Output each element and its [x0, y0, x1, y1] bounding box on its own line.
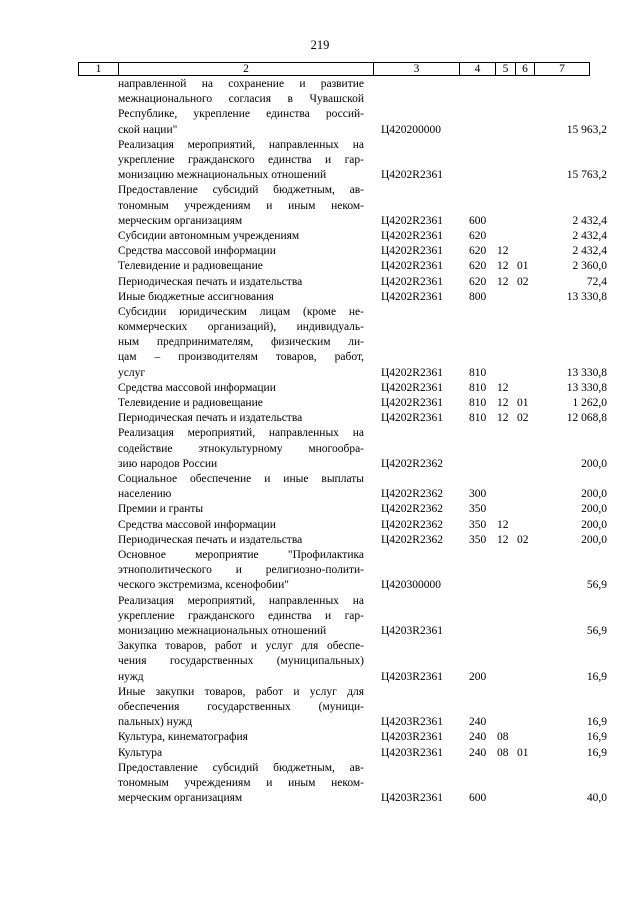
row-name-line: Субсидии юридическим лицам (кроме не- [118, 305, 364, 318]
row-expense-type: 240 [469, 731, 487, 744]
table-row [0, 746, 640, 761]
row-name-line: Периодическая печать и издательства [118, 533, 303, 546]
row-subsection: 02 [517, 412, 529, 425]
row-name-line: Реализация мероприятий, направленных на [118, 427, 364, 440]
row-expense-type: 620 [469, 275, 487, 288]
row-name-line: Периодическая печать и издательства [118, 275, 303, 288]
row-name-line: мерческим организациям [118, 792, 243, 805]
row-sum: 1 262,0 [572, 397, 607, 410]
row-name [118, 518, 364, 533]
row-sum: 200,0 [581, 503, 607, 516]
row-name-line: Культура [118, 746, 163, 759]
row-expense-type: 810 [469, 412, 487, 425]
row-expense-type: 240 [469, 716, 487, 729]
row-name-line: Реализация мероприятий, направленных на [118, 138, 364, 151]
row-sum: 16,9 [586, 731, 607, 744]
row-code: Ц4202R2361 [381, 366, 443, 379]
row-name [118, 761, 364, 807]
row-name-line: цам – производителям товаров, работ, [118, 351, 364, 364]
row-sum: 16,9 [586, 716, 607, 729]
row-code: Ц4202R2362 [381, 533, 443, 546]
table-row [0, 594, 640, 640]
table-row [0, 426, 640, 472]
row-name-line: Предоставление субсидий бюджетным, ав- [118, 761, 364, 774]
table-row [0, 77, 640, 138]
row-expense-type: 600 [469, 214, 487, 227]
row-name-line: содействие этнокультурному многообра- [118, 442, 364, 455]
table-row [0, 396, 640, 411]
row-sum: 13 330,8 [566, 290, 607, 303]
row-section: 12 [497, 412, 509, 425]
row-name [118, 533, 364, 548]
row-code: Ц4202R2361 [381, 290, 443, 303]
header-col-1: 1 [79, 63, 119, 75]
table-row [0, 229, 640, 244]
row-name-line: монизацию межнациональных отношений [118, 169, 327, 182]
row-expense-type: 620 [469, 245, 487, 258]
row-expense-type: 620 [469, 260, 487, 273]
row-name [118, 229, 364, 244]
row-name-line: Субсидии автономным учреждениям [118, 229, 300, 242]
row-name [118, 138, 364, 184]
table-row [0, 548, 640, 594]
row-name-line: укрепление гражданского единства и гар- [118, 153, 364, 166]
row-name-line: межнационального согласия в Чувашской [118, 93, 364, 106]
table-row [0, 639, 640, 685]
table-row [0, 411, 640, 426]
row-name-line: мерческим организациям [118, 214, 243, 227]
row-name-line: Телевидение и радиовещание [118, 397, 263, 410]
row-code: Ц420200000 [381, 123, 442, 136]
row-name-line: Основное мероприятие "Профилактика [118, 549, 364, 562]
row-name [118, 746, 364, 761]
row-sum: 16,9 [586, 670, 607, 683]
header-col-2: 2 [119, 63, 374, 75]
row-sum: 2 432,4 [572, 229, 607, 242]
row-name-line: нужд [118, 670, 144, 683]
row-name-line: ным предпринимателям, физическим ли- [118, 336, 364, 349]
row-code: Ц420300000 [381, 579, 442, 592]
row-name-line: укрепление гражданского единства и гар- [118, 609, 364, 622]
header-col-4: 4 [460, 63, 496, 75]
row-subsection: 02 [517, 275, 529, 288]
row-section: 12 [497, 381, 509, 394]
table-header [78, 62, 590, 76]
row-expense-type: 200 [469, 670, 487, 683]
row-code: Ц4203R2361 [381, 746, 443, 759]
row-name [118, 730, 364, 745]
row-name [118, 290, 364, 305]
table-row [0, 381, 640, 396]
row-expense-type: 300 [469, 488, 487, 501]
row-name-line: чения государственных (муниципальных) [118, 655, 364, 668]
table-row [0, 138, 640, 184]
row-section: 12 [497, 397, 509, 410]
row-name-line: услуг [118, 366, 146, 379]
row-name-line: Средства массовой информации [118, 381, 276, 394]
row-name-line: направленной на сохранение и развитие [118, 78, 364, 90]
row-expense-type: 810 [469, 366, 487, 379]
row-code: Ц4202R2361 [381, 412, 443, 425]
row-code: Ц4203R2361 [381, 625, 443, 638]
row-code: Ц4203R2361 [381, 731, 443, 744]
row-expense-type: 600 [469, 792, 487, 805]
row-section: 12 [497, 245, 509, 258]
row-name-line: тономным учреждениям и иным неком- [118, 199, 364, 212]
row-expense-type: 240 [469, 746, 487, 759]
row-name-line: этнополитического и религиозно-полити- [118, 564, 364, 577]
row-code: Ц4202R2362 [381, 503, 443, 516]
row-name-line: Республике, укрепление единства россий- [118, 108, 364, 121]
row-sum: 2 360,0 [572, 260, 607, 273]
row-name [118, 381, 364, 396]
row-name [118, 396, 364, 411]
table-row [0, 244, 640, 259]
row-code: Ц4202R2361 [381, 275, 443, 288]
row-name-line: Иные бюджетные ассигнования [118, 290, 274, 303]
row-name [118, 548, 364, 594]
row-name-line: тономным учреждениям и иным неком- [118, 776, 364, 789]
row-name [118, 685, 364, 731]
row-sum: 2 432,4 [572, 245, 607, 258]
row-sum: 200,0 [581, 457, 607, 470]
row-sum: 2 432,4 [572, 214, 607, 227]
row-name-line: пальных) нужд [118, 716, 193, 729]
row-name-line: монизацию межнациональных отношений [118, 625, 327, 637]
row-name [118, 472, 364, 502]
row-code: Ц4202R2361 [381, 260, 443, 273]
row-name-line: ской нации" [118, 123, 178, 136]
row-code: Ц4203R2361 [381, 792, 443, 805]
row-expense-type: 620 [469, 229, 487, 242]
row-name-line: Средства массовой информации [118, 245, 276, 258]
header-col-7: 7 [559, 63, 565, 75]
row-name-line: ческого экстремизма, ксенофобии" [118, 579, 289, 592]
row-expense-type: 810 [469, 381, 487, 394]
row-name [118, 275, 364, 290]
row-sum: 13 330,8 [566, 366, 607, 379]
row-sum: 15 963,2 [566, 123, 607, 136]
row-expense-type: 350 [469, 503, 487, 516]
row-section: 08 [497, 731, 509, 744]
row-code: Ц4202R2361 [381, 214, 443, 227]
table-row [0, 533, 640, 548]
row-sum: 200,0 [581, 533, 607, 546]
row-expense-type: 800 [469, 290, 487, 303]
row-code: Ц4203R2361 [381, 716, 443, 729]
table-row [0, 305, 640, 381]
row-sum: 56,9 [586, 625, 607, 638]
row-name-line: Предоставление субсидий бюджетным, ав- [118, 184, 364, 197]
row-name [118, 426, 364, 472]
row-sum: 40,0 [586, 792, 607, 805]
row-subsection: 01 [517, 397, 529, 410]
header-col-5: 5 [496, 63, 516, 75]
row-section: 12 [497, 533, 509, 546]
row-name [118, 594, 364, 640]
row-section: 12 [497, 260, 509, 273]
row-section: 12 [497, 518, 509, 531]
row-code: Ц4202R2362 [381, 457, 443, 470]
row-name [118, 244, 364, 259]
table-body [0, 77, 640, 806]
row-name [118, 77, 364, 138]
row-name [118, 259, 364, 274]
table-row [0, 290, 640, 305]
row-code: Ц4203R2361 [381, 670, 443, 683]
row-name-line: Социальное обеспечение и иные выплаты [118, 473, 364, 486]
row-sum: 13 330,8 [566, 381, 607, 394]
row-code: Ц4202R2361 [381, 397, 443, 410]
row-expense-type: 810 [469, 397, 487, 410]
header-col-3: 3 [374, 63, 460, 75]
table-row [0, 685, 640, 731]
row-name-line: Культура, кинематография [118, 731, 248, 744]
row-sum: 72,4 [586, 275, 607, 288]
row-name-line: Телевидение и радиовещание [118, 260, 263, 273]
table-row [0, 730, 640, 745]
row-name-line: Реализация мероприятий, направленных на [118, 594, 364, 607]
table-row [0, 502, 640, 517]
row-sum: 56,9 [586, 579, 607, 592]
row-code: Ц4202R2361 [381, 229, 443, 242]
row-name-line: зию народов России [118, 457, 218, 470]
table-row [0, 518, 640, 533]
row-sum: 12 068,8 [566, 412, 607, 425]
page-number: 219 [310, 38, 330, 52]
row-name-line: Иные закупки товаров, работ и услуг для [118, 685, 364, 698]
row-name-line: Закупка товаров, работ и услуг для обеспе- [118, 640, 364, 653]
table-row [0, 259, 640, 274]
row-name [118, 502, 364, 517]
table-row [0, 183, 640, 229]
row-code: Ц4202R2361 [381, 381, 443, 394]
row-name-line: обеспечения государственных (муници- [118, 701, 364, 713]
row-subsection: 01 [517, 260, 529, 273]
table-row [0, 472, 640, 502]
row-name-line: Средства массовой информации [118, 518, 276, 531]
row-sum: 16,9 [586, 746, 607, 759]
row-name-line: коммерческих организаций), индивидуаль- [118, 321, 364, 334]
row-name-line: Премии и гранты [118, 503, 204, 516]
row-code: Ц4202R2361 [381, 169, 443, 182]
row-subsection: 01 [517, 746, 529, 759]
row-name [118, 639, 364, 685]
row-code: Ц4202R2361 [381, 245, 443, 258]
row-name [118, 411, 364, 426]
row-sum: 200,0 [581, 488, 607, 501]
row-sum: 15 763,2 [566, 169, 607, 182]
row-section: 08 [497, 746, 509, 759]
row-sum: 200,0 [581, 518, 607, 531]
row-name-line: Периодическая печать и издательства [118, 412, 303, 425]
table-row [0, 275, 640, 290]
row-subsection: 02 [517, 533, 529, 546]
row-code: Ц4202R2362 [381, 488, 443, 501]
row-section: 12 [497, 275, 509, 288]
row-expense-type: 350 [469, 533, 487, 546]
table-row [0, 761, 640, 807]
row-name-line: населению [118, 488, 172, 501]
header-col-6: 6 [516, 63, 535, 75]
row-name [118, 305, 364, 381]
row-name [118, 183, 364, 229]
row-expense-type: 350 [469, 518, 487, 531]
row-code: Ц4202R2362 [381, 518, 443, 531]
